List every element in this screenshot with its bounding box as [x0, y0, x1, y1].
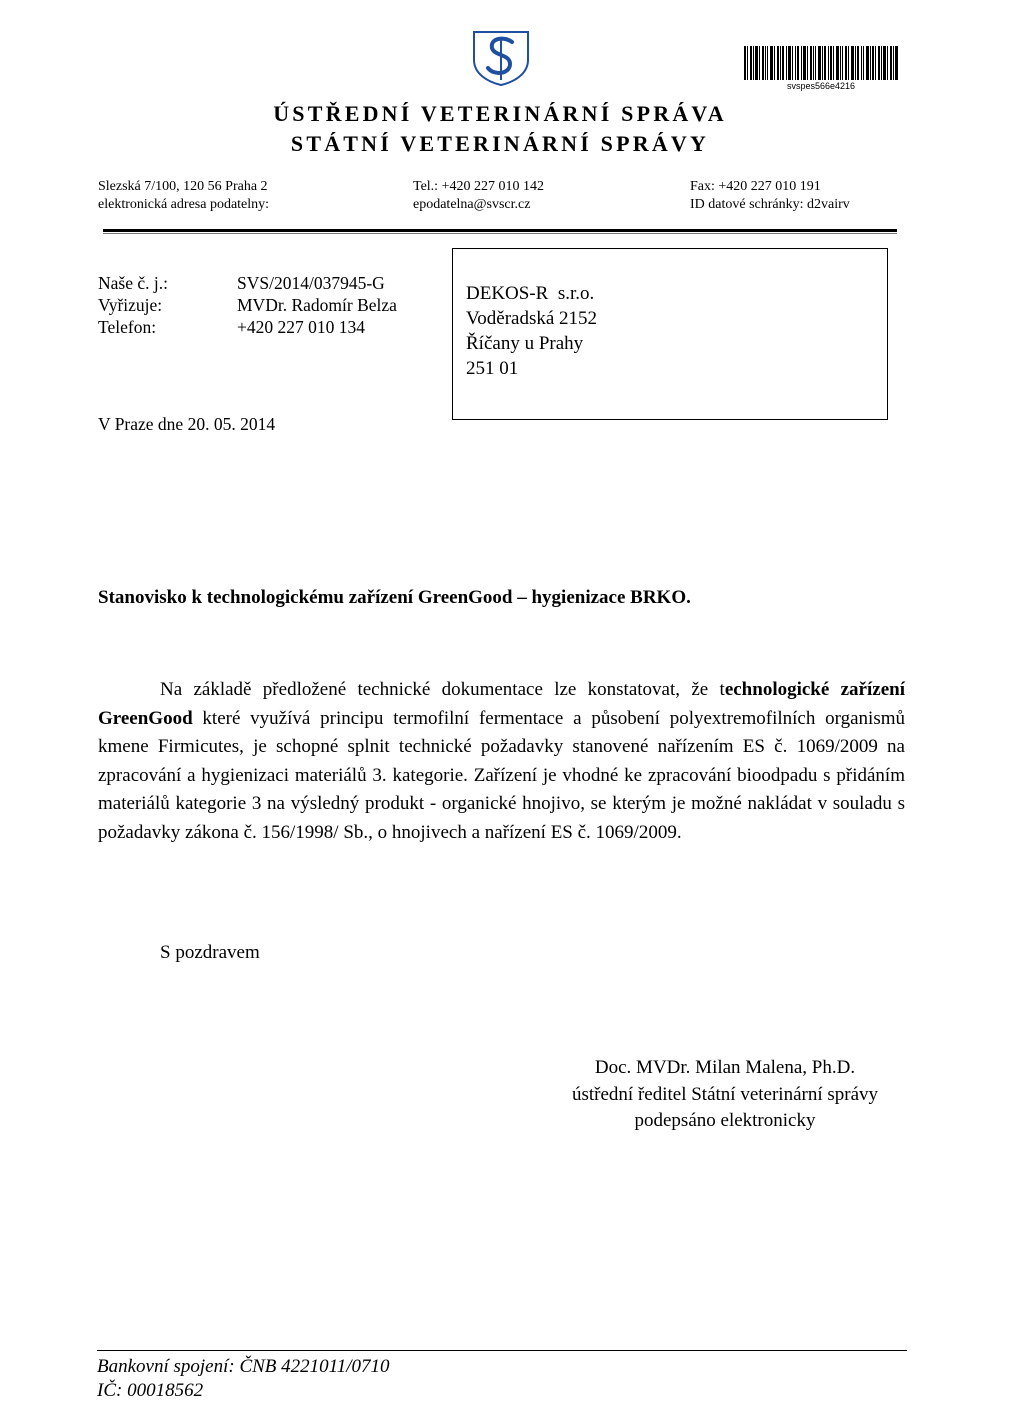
footer-bank: Bankovní spojení: ČNB 4221011/0710 [97, 1356, 390, 1377]
reference-label: Naše č. j.: [98, 273, 168, 293]
letter-body [98, 676, 905, 847]
reference-label: Telefon: [98, 317, 157, 337]
footer [97, 1355, 390, 1403]
body-bold: echnologické zařízení GreenGood [98, 679, 905, 729]
reference-labels [98, 272, 168, 338]
signer-name: Doc. MVDr. Milan Malena, Ph.D. [594, 1057, 856, 1078]
contact-column-address [98, 178, 269, 214]
reference-value: +420 227 010 134 [237, 317, 365, 337]
header-divider-thin [103, 233, 897, 234]
recipient-line: 251 01 [466, 358, 519, 379]
footer-divider [97, 1350, 907, 1351]
contact-phone: Tel.: +420 227 010 142 [413, 179, 544, 194]
contact-column-fax [690, 178, 850, 214]
header-title-line1: ÚSTŘEDNÍ VETERINÁRNÍ SPRÁVA [273, 101, 727, 126]
contact-fax: Fax: +420 227 010 191 [690, 179, 821, 194]
letter-date: V Praze dne 20. 05. 2014 [98, 414, 276, 434]
letter-subject: Stanovisko k technologickému zařízení GreenGood – hygienizace BRKO. [98, 587, 691, 608]
body-part1: Na základě předložené technické dokumentace lze konstatovat, že t [160, 679, 725, 700]
reference-value: MVDr. Radomír Belza [237, 295, 397, 315]
recipient-line: Voděradská 2152 [466, 308, 598, 329]
reference-values [237, 272, 397, 338]
header-title-line2: STÁTNÍ VETERINÁRNÍ SPRÁVY [290, 131, 710, 156]
recipient-line: Říčany u Prahy [466, 333, 584, 354]
barcode-code: svspes566e4216 [786, 81, 856, 91]
contact-databox: ID datové schránky: d2vairv [690, 197, 850, 212]
contact-address-label: elektronická adresa podatelny: [98, 197, 270, 212]
body-part2: které využívá principu termofilní fermentace a působení polyextremofilních organismů kmene Firmicutes, je schopné splnit technické požadavky stanovené nařízením ES č. 1069/2009 na zpracování a hygienizaci materiálů 3. kategorie. Zařízení je vhodné ke zpracování bioodpadu s přidáním materiálů kategorie 3 na výsledný produkt - organické hnojivo, se kterým je možné nakládat v souladu s požadavky zákona č. 156/1998/ Sb., o hnojivech a nařízení ES č. 1069/2009. [98, 707, 905, 843]
barcode [744, 46, 898, 80]
footer-ic: IČ: 00018562 [97, 1380, 204, 1401]
reference-label: Vyřizuje: [98, 295, 163, 315]
svs-shield-logo [470, 30, 532, 86]
signature-block [520, 1055, 930, 1135]
signer-role: ústřední ředitel Státní veterinární správy [571, 1083, 879, 1105]
recipient-line: DEKOS-R s.r.o. [466, 283, 595, 304]
contact-address: Slezská 7/100, 120 56 Praha 2 [98, 179, 268, 194]
header-divider [103, 229, 897, 232]
reference-value: SVS/2014/037945-G [237, 273, 385, 293]
contact-column-phone [413, 178, 544, 214]
signature-note: podepsáno elektronicky [634, 1110, 816, 1131]
recipient-address [466, 281, 597, 381]
contact-email: epodatelna@svscr.cz [413, 197, 531, 212]
closing-greeting: S pozdravem [160, 942, 260, 963]
